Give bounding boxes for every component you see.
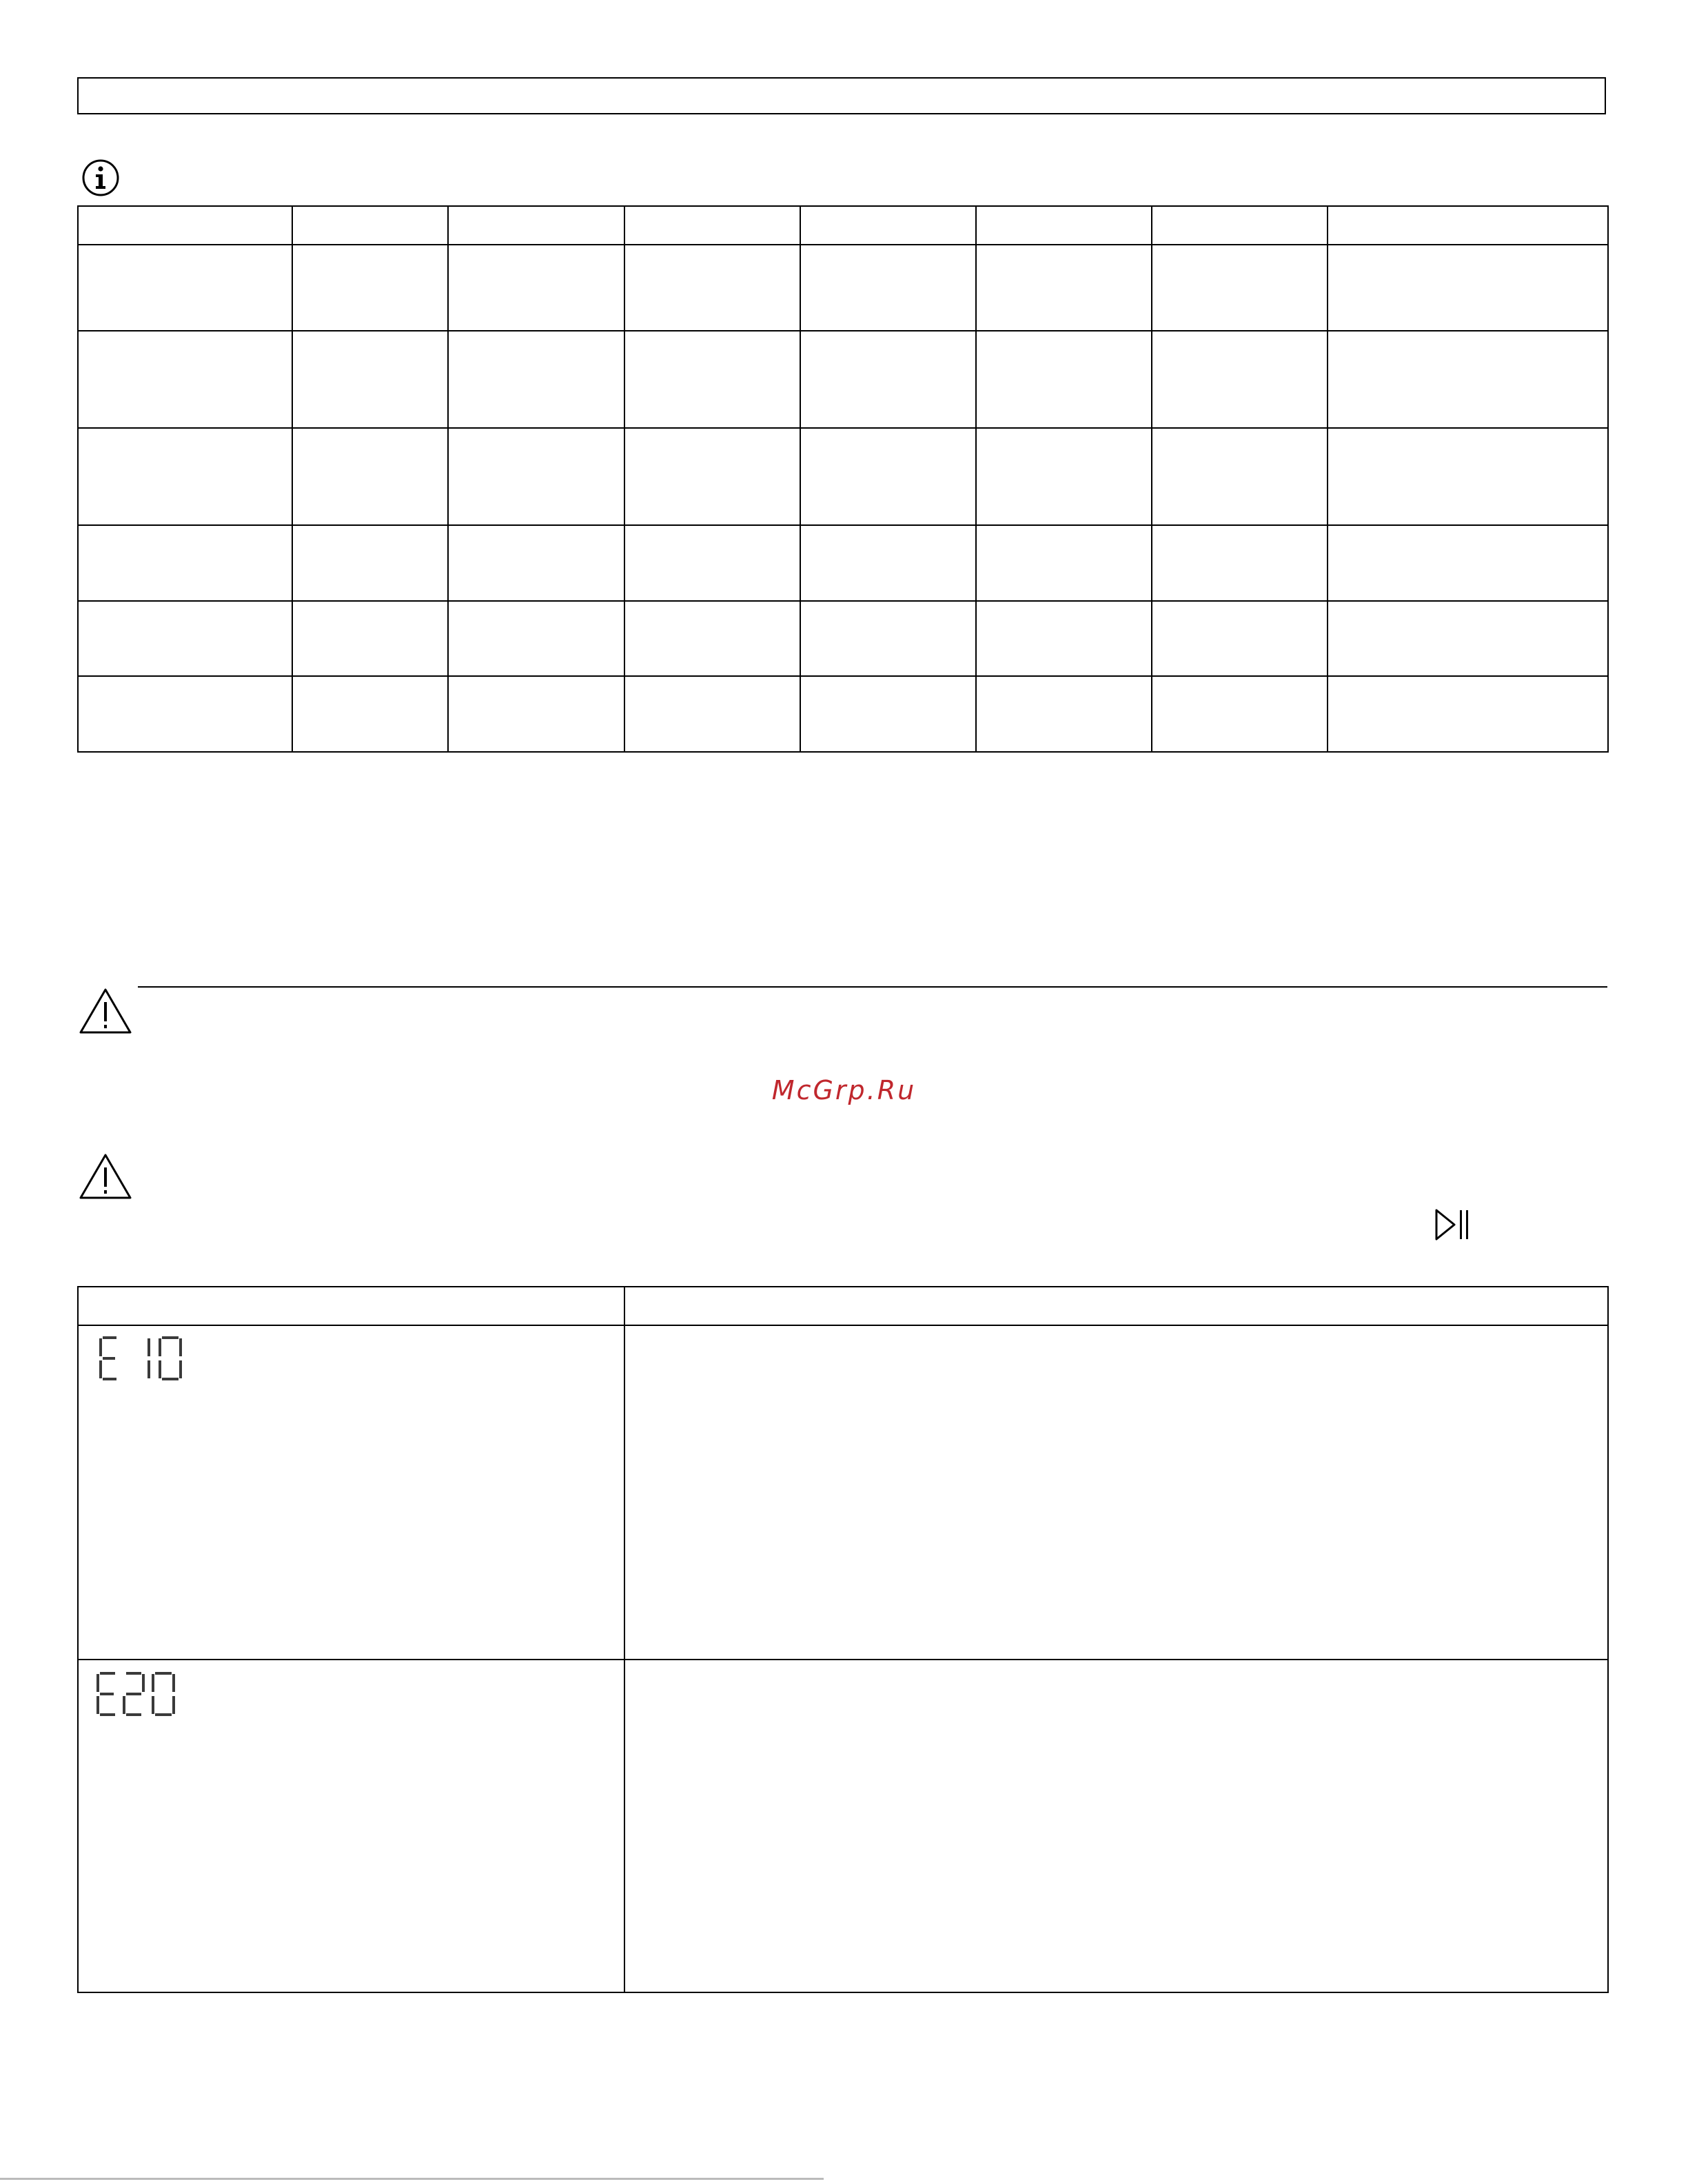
table-row xyxy=(78,676,1608,752)
settings-table xyxy=(77,205,1609,753)
table-header-row xyxy=(78,206,1608,245)
error-code-table xyxy=(77,1286,1609,1993)
play-pause-icon xyxy=(1434,1207,1475,1242)
seven-segment-e10 xyxy=(96,1334,193,1382)
table-header-row xyxy=(78,1287,1608,1325)
header-cell xyxy=(976,206,1152,245)
header-cell xyxy=(292,206,448,245)
seven-segment-e20 xyxy=(94,1670,190,1718)
table-row xyxy=(78,601,1608,676)
warning-triangle-icon xyxy=(79,1152,132,1201)
section-divider xyxy=(138,986,1607,988)
table-row xyxy=(78,428,1608,525)
header-cell xyxy=(1152,206,1328,245)
error-code-cell xyxy=(78,1325,624,1660)
warning-triangle-icon xyxy=(79,987,132,1035)
error-description-cell xyxy=(624,1325,1608,1660)
table-row xyxy=(78,245,1608,331)
error-code-cell xyxy=(78,1660,624,1992)
watermark-text: McGrp.Ru xyxy=(771,1075,917,1105)
table-row xyxy=(78,525,1608,601)
table-row xyxy=(78,331,1608,428)
header-cell xyxy=(624,206,800,245)
header-cell xyxy=(624,1287,1608,1325)
header-cell xyxy=(800,206,976,245)
info-circle-icon xyxy=(81,159,120,197)
error-row xyxy=(78,1660,1608,1992)
error-code-display xyxy=(96,1334,624,1382)
header-cell xyxy=(78,1287,624,1325)
error-row xyxy=(78,1325,1608,1660)
error-description-cell xyxy=(624,1660,1608,1992)
page-bottom-rule xyxy=(0,2178,824,2180)
error-code-display xyxy=(94,1670,624,1718)
header-cell xyxy=(78,206,292,245)
section-title-box xyxy=(77,77,1606,114)
header-cell xyxy=(448,206,624,245)
header-cell xyxy=(1328,206,1608,245)
